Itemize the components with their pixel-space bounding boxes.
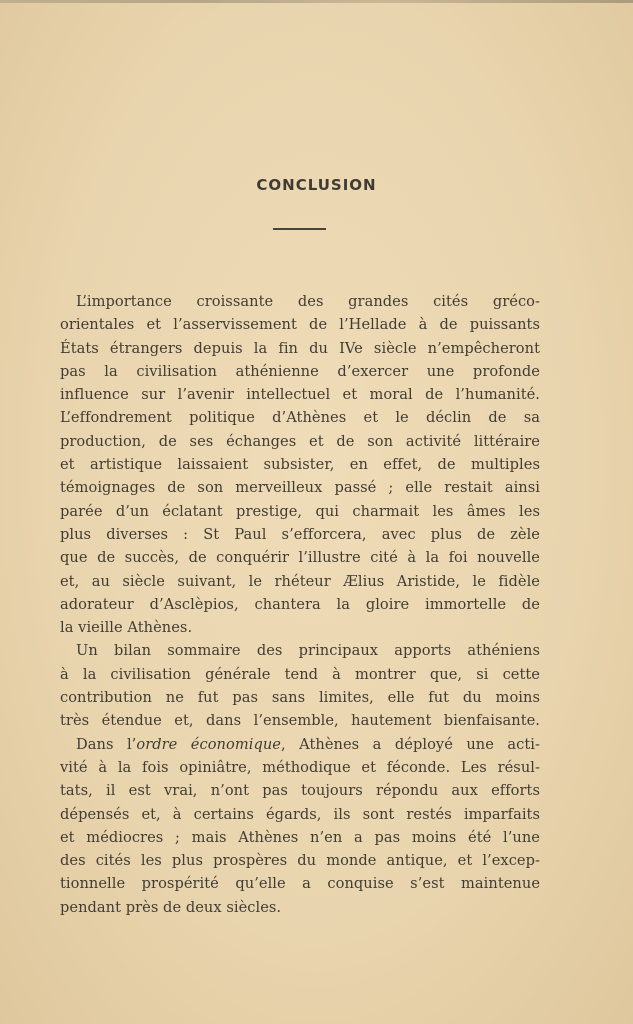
paragraph-1 <box>60 290 540 639</box>
text-line: témoignages de son merveilleux passé ; elle restait ainsi <box>60 479 540 497</box>
heading-rule <box>273 228 326 230</box>
paragraph-3 <box>60 733 540 919</box>
text-line: tats, il est vrai, n’ont pas toujours répondu aux efforts <box>60 782 540 800</box>
text-line: dépensés et, à certains égards, ils sont restés imparfaits <box>60 805 540 823</box>
text-line: pas la civilisation athénienne d’exercer une profonde <box>60 362 540 380</box>
italic-term: ordre économique <box>136 735 281 753</box>
text-fragment: Dans l’ <box>76 735 137 753</box>
text-line: adorateur d’Asclèpios, chantera la gloire immortelle de <box>60 595 540 613</box>
text-line: des cités les plus prospères du monde antique, et l’excep- <box>60 852 540 870</box>
text-line <box>60 733 540 756</box>
text-line: et médiocres ; mais Athènes n’en a pas moins été l’une <box>60 828 540 846</box>
text-line: influence sur l’avenir intellectuel et moral de l’humanité. <box>60 386 540 404</box>
text-line: tionnelle prospérité qu’elle a conquise s’est maintenue <box>60 875 540 893</box>
text-line: production, de ses échanges et de son activité littéraire <box>60 432 540 450</box>
text-fragment: , Athènes a déployé une acti- <box>280 735 540 753</box>
text-line: orientales et l’asservissement de l’Hellade à de puissants <box>60 316 540 334</box>
text-line: États étrangers depuis la fin du IVe siècle n’empêcheront <box>60 339 540 357</box>
text-line: et artistique laissaient subsister, en effet, de multiples <box>60 456 540 474</box>
text-line: très étendue et, dans l’ensemble, hautement bienfaisante. <box>60 712 540 730</box>
text-line: la vieille Athènes. <box>60 619 193 637</box>
text-line: que de succès, de conquérir l’illustre cité à la foi nouvelle <box>60 549 540 567</box>
paragraph-2 <box>60 639 540 732</box>
text-line: L’importance croissante des grandes cités gréco- <box>76 293 540 310</box>
page-top-edge <box>0 0 633 3</box>
text-line: pendant près de deux siècles. <box>60 898 282 916</box>
text-line: Un bilan sommaire des principaux apports athéniens <box>76 642 540 660</box>
text-line: contribution ne fut pas sans limites, elle fut du moins <box>60 689 540 707</box>
text-line: plus diverses : St Paul s’efforcera, avec plus de zèle <box>60 525 540 543</box>
text-line: parée d’un éclatant prestige, qui charmait les âmes les <box>60 502 540 520</box>
text-line: L’effondrement politique d’Athènes et le déclin de sa <box>60 409 540 427</box>
text-line: vité à la fois opiniâtre, méthodique et féconde. Les résul- <box>60 758 540 776</box>
text-line: à la civilisation générale tend à montrer que, si cette <box>60 665 540 683</box>
chapter-heading: CONCLUSION <box>256 176 377 194</box>
text-line: et, au siècle suivant, le rhéteur Ælius Aristide, le fidèle <box>60 572 540 590</box>
body-text <box>60 290 540 919</box>
